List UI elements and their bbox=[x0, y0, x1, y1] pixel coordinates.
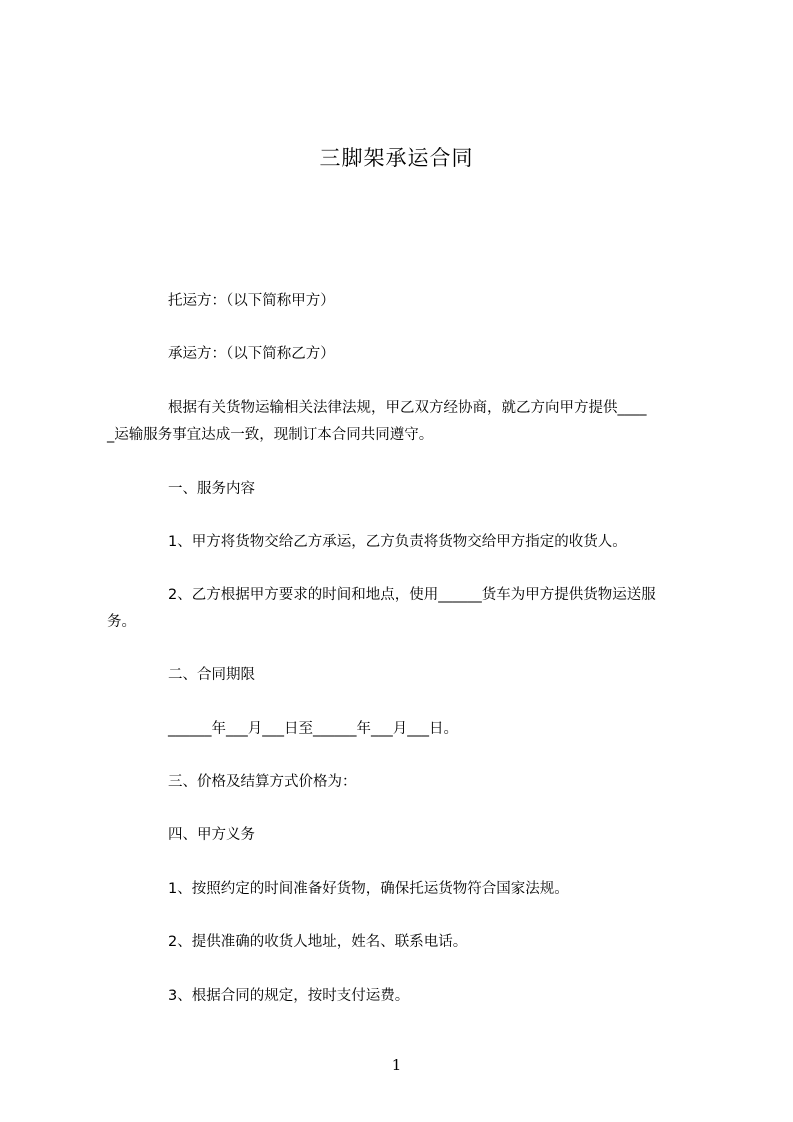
carrier-line: 承运方：（以下简称乙方） bbox=[168, 346, 335, 362]
service-clause-2-line-1: 2、乙方根据甲方要求的时间和地点，使用______货车为甲方提供货物运送服 bbox=[168, 587, 656, 603]
preamble-line-1: 根据有关货物运输相关法律法规，甲乙双方经协商，就乙方向甲方提供____ bbox=[168, 400, 647, 416]
party-a-duty-1: 1、按照约定的时间准备好货物，确保托运货物符合国家法规。 bbox=[168, 881, 569, 897]
party-a-duty-2: 2、提供准确的收货人地址，姓名、联系电话。 bbox=[168, 934, 468, 950]
section-heading-party-a-duties: 四、甲方义务 bbox=[168, 827, 255, 843]
section-heading-term: 二、合同期限 bbox=[168, 667, 255, 683]
section-heading-price: 三、价格及结算方式价格为： bbox=[168, 774, 357, 790]
page-number: 1 bbox=[391, 1056, 402, 1074]
section-heading-service: 一、服务内容 bbox=[168, 481, 255, 497]
service-clause-1: 1、甲方将货物交给乙方承运，乙方负责将货物交给甲方指定的收货人。 bbox=[168, 534, 627, 550]
party-a-duty-3: 3、根据合同的规定，按时支付运费。 bbox=[168, 988, 410, 1004]
document-title: 三脚架承运合同 bbox=[319, 146, 474, 170]
service-clause-2-line-2: 务。 bbox=[107, 614, 136, 630]
term-dates-line: ______年___月___日至______年___月___日。 bbox=[168, 721, 458, 737]
shipper-line: 托运方：（以下简称甲方） bbox=[168, 293, 335, 309]
preamble-line-2: _运输服务事宜达成一致，现制订本合同共同遵守。 bbox=[107, 427, 434, 443]
